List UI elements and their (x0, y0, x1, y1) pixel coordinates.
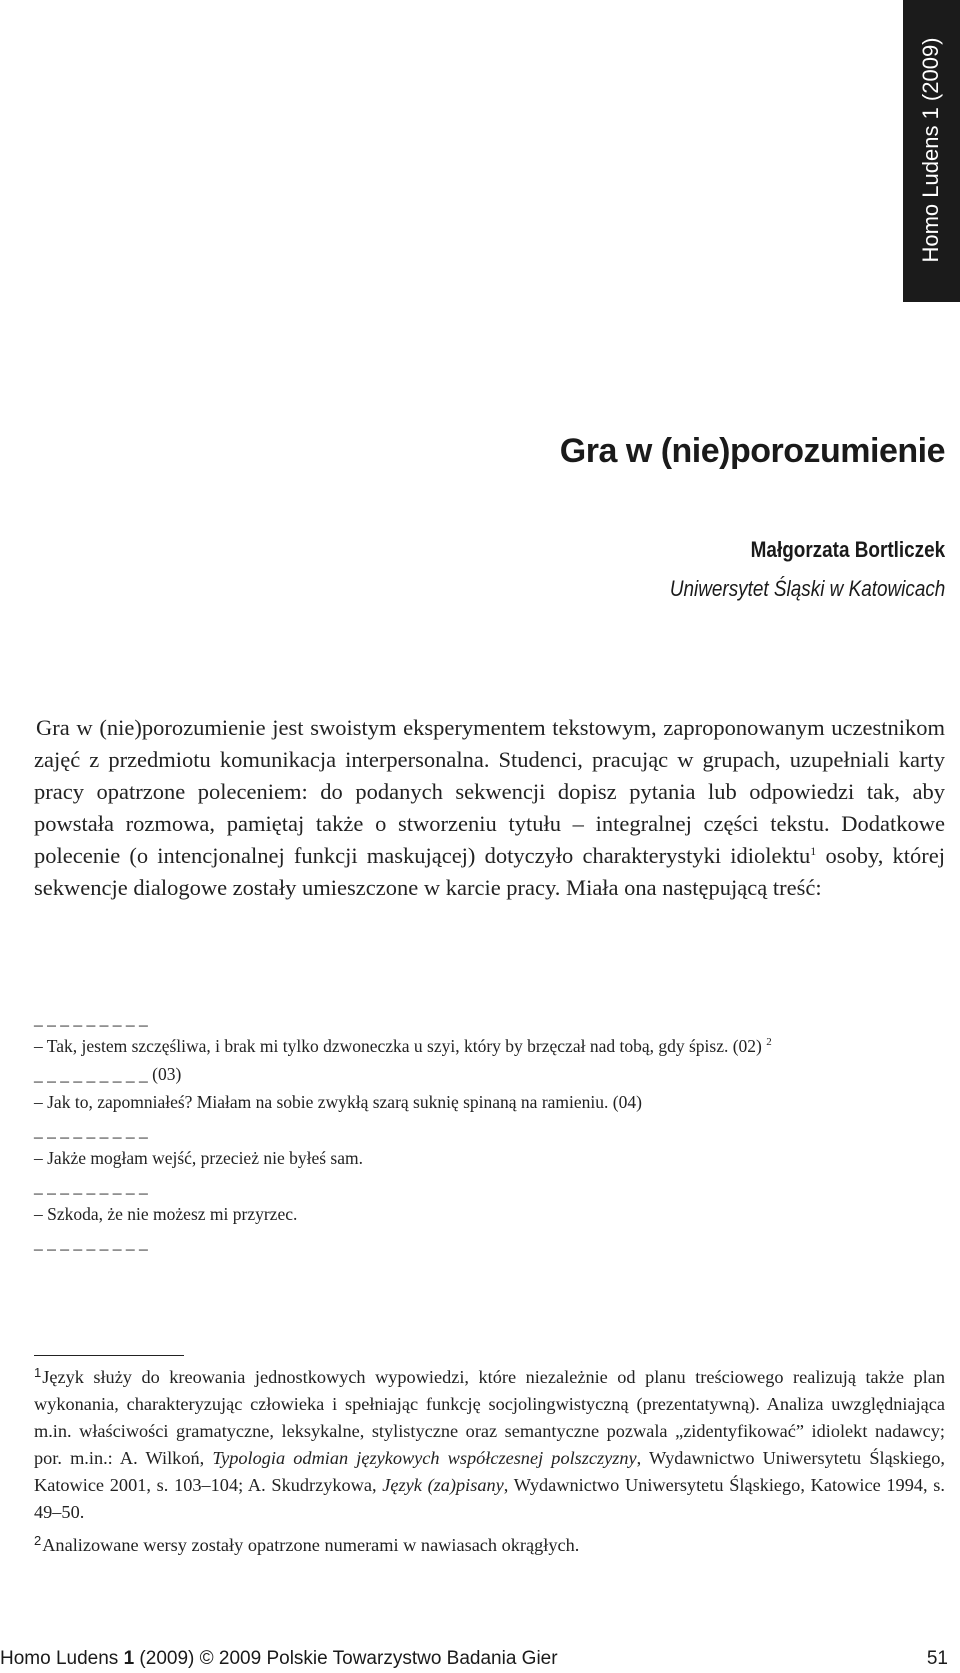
footnote-divider (34, 1355, 184, 1356)
dialog-line-02 (34, 1036, 934, 1064)
footnote-2-text: Analizowane wersy zostały opatrzone numerami w nawiasach okrągłych. (42, 1535, 580, 1555)
page-footer (0, 1648, 558, 1670)
footer-volume: 1 (123, 1648, 135, 1669)
dialog-blank-line: _ _ _ _ _ _ _ _ _ (34, 1176, 148, 1196)
article-author: Małgorzata Bortliczek (750, 537, 945, 562)
page-number: 51 (926, 1648, 948, 1669)
footnote-1-title-2: Język (za)pisany (382, 1475, 504, 1495)
dialog-line-08: – Szkoda, że nie możesz mi przyrzec. (34, 1204, 298, 1224)
footnote-1-number: 1 (34, 1365, 42, 1380)
dialog-line-03: _ _ _ _ _ _ _ _ _ (03) (34, 1064, 182, 1084)
footnote-ref-2[interactable]: 2 (766, 1036, 772, 1048)
footnote-1-title-1: Typologia odmian językowych współczesnej polszczyzny (212, 1448, 637, 1468)
footer-journal: Homo Ludens (0, 1648, 124, 1669)
dialog-block (34, 1008, 934, 1260)
dialog-line-04: – Jak to, zapomniałeś? Miałam na sobie zwykłą szarą suknię spinaną na ramieniu. (04) (34, 1092, 642, 1112)
dialog-blank-line: _ _ _ _ _ _ _ _ _ (34, 1120, 148, 1140)
footnote-1-text-a: Język służy do kreowania jednostkowych wypowiedzi, które niezależnie od planu treściowego realizują także plan wykonania, charakteryzując człowieka i spełniając funkcję socjolingwistyczną (prezentatywną). Analiza uwzględniająca m.in. właściwości gramatyczne, leksykalne, stylistyczne oraz semantyczne pozwala „zidentyfikować” idiolekt nadawcy; por. m.in.: A. Wilkoń, (34, 1367, 945, 1468)
body-paragraph (34, 712, 945, 904)
dialog-blank-line: _ _ _ _ _ _ _ _ _ (34, 1232, 148, 1252)
author-affiliation: Uniwersytet Śląski w Katowicach (669, 576, 945, 601)
footer-copyright: (2009) © 2009 Polskie Towarzystwo Badania Gier (134, 1648, 558, 1669)
dialog-line-02-text: – Tak, jestem szczęśliwa, i brak mi tylko dzwoneczka u szyi, który by brzęczał nad tobą, gdy śpisz. (02) (34, 1036, 762, 1056)
dialog-blank-line: _ _ _ _ _ _ _ _ _ (34, 1008, 148, 1028)
footnotes (34, 1364, 945, 1559)
footnote-1-text-b: , Wydawnictwo Uniwersytetu Śląskiego, Katowice 2001, s. 103–104; A. Skudrzykowa, (34, 1448, 945, 1495)
body-text-part-2: osoby, której sekwencje dialogowe zostały umieszczone w karcie pracy. Miała ona następującą treść: (34, 843, 946, 900)
footnote-ref-1[interactable]: 1 (810, 844, 817, 858)
dialog-line-06: – Jakże mogłam wejść, przecież nie byłeś sam. (34, 1148, 363, 1168)
journal-side-tab (903, 0, 960, 302)
footnote-2 (34, 1532, 945, 1559)
footnote-2-number: 2 (34, 1533, 42, 1548)
article-title: Gra w (nie)porozumienie (559, 432, 945, 470)
footnote-1 (34, 1364, 945, 1526)
footnote-1-text-c: , Wydawnictwo Uniwersytetu Śląskiego, Katowice 1994, s. 49–50. (34, 1475, 945, 1522)
body-text-part-1: Gra w (nie)porozumienie jest swoistym eksperymentem tekstowym, zaproponowanym uczestnikom zajęć z przedmiotu komunikacja interpersonalna. Studenci, pracując w grupach, uzupełniali karty pracy opatrzone poleceniem: do podanych sekwencji dopisz pytania lub odpowiedzi tak, aby powstała rozmowa, pamiętaj także o stworzeniu tytułu – integralnej części tekstu. Dodatkowe polecenie (o intencjonalnej funkcji maskującej) dotyczyło charakterystyki idiolektu (34, 715, 945, 868)
journal-tab-label: Homo Ludens 1 (2009) (918, 37, 943, 263)
